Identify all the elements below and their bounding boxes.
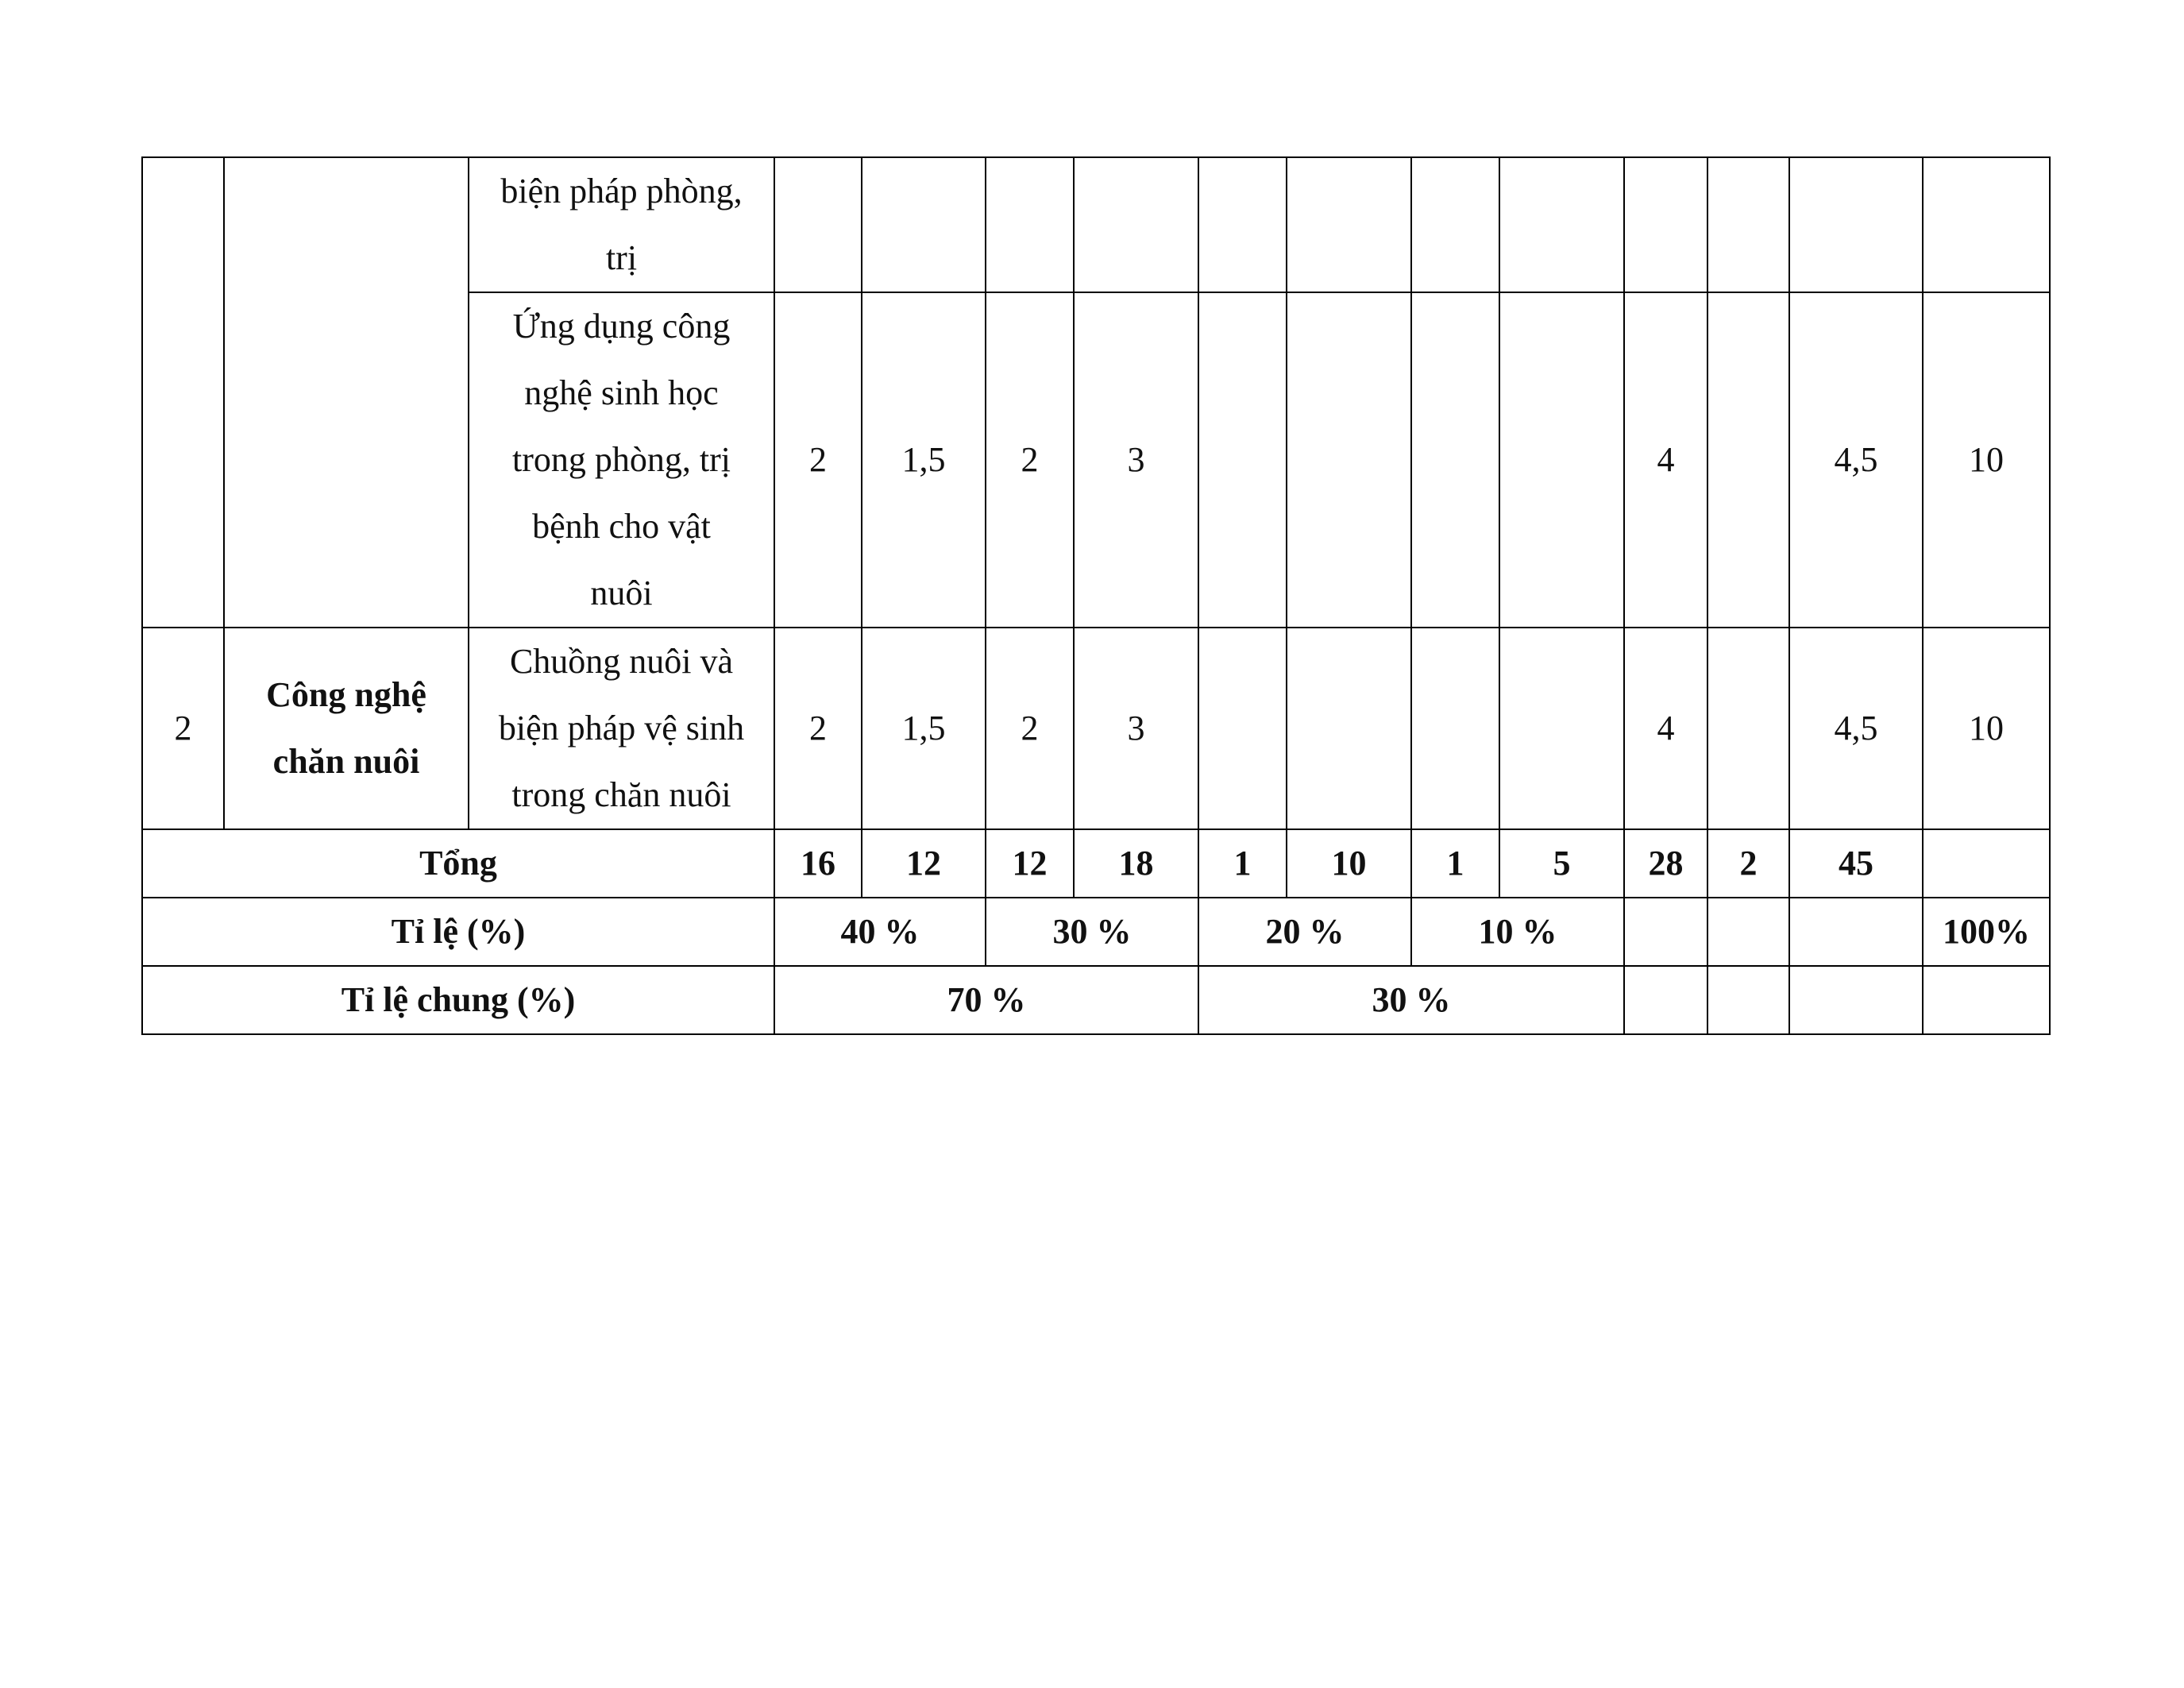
overall-ratio-value: [1923, 966, 2050, 1034]
value-cell: [1287, 628, 1411, 829]
value-cell: [1074, 157, 1198, 292]
topic-cell: [469, 157, 774, 292]
overall-ratio-value: 70 %: [774, 966, 1198, 1034]
ratio-value: 20 %: [1198, 898, 1411, 966]
topic-line: nghệ sinh học: [524, 373, 719, 412]
value-cell: [1411, 292, 1499, 628]
value-cell: [774, 157, 862, 292]
total-value: 5: [1499, 829, 1624, 898]
total-label: Tổng: [142, 829, 774, 898]
value-cell: [1499, 157, 1624, 292]
value-cell: [1499, 292, 1624, 628]
stt-cell: 2: [142, 628, 224, 829]
ratio-value: 30 %: [986, 898, 1198, 966]
total-value: [1923, 829, 2050, 898]
ratio-value: 40 %: [774, 898, 986, 966]
topic-cell: [469, 628, 774, 829]
value-cell: 1,5: [862, 292, 986, 628]
value-cell: 4,5: [1789, 292, 1923, 628]
value-cell: [1411, 157, 1499, 292]
stt-cell: [142, 157, 224, 628]
topic-line: trong chăn nuôi: [511, 775, 731, 814]
value-cell: 4,5: [1789, 628, 1923, 829]
value-cell: [1624, 157, 1707, 292]
total-value: 16: [774, 829, 862, 898]
ratio-value: 10 %: [1411, 898, 1624, 966]
value-cell: 4: [1624, 628, 1707, 829]
value-cell: [1198, 628, 1287, 829]
total-value: 12: [862, 829, 986, 898]
total-value: 1: [1198, 829, 1287, 898]
topic-line: trong phòng, trị: [512, 440, 731, 479]
topic-line: biện pháp vệ sinh: [498, 709, 745, 747]
ratio-value: [1789, 898, 1923, 966]
ratio-value: [1624, 898, 1707, 966]
overall-ratio-value: [1624, 966, 1707, 1034]
ratio-value: 100%: [1923, 898, 2050, 966]
topic-line: trị: [605, 238, 638, 277]
value-cell: 4: [1624, 292, 1707, 628]
value-cell: 2: [774, 628, 862, 829]
value-cell: [1707, 292, 1789, 628]
total-value: 28: [1624, 829, 1707, 898]
value-cell: 2: [986, 292, 1074, 628]
total-row: [142, 829, 2050, 898]
total-value: 2: [1707, 829, 1789, 898]
topic-line: biện pháp phòng,: [500, 172, 743, 211]
value-cell: [1411, 628, 1499, 829]
chapter-cell: [224, 628, 469, 829]
value-cell: [1287, 292, 1411, 628]
total-value: 10: [1287, 829, 1411, 898]
chapter-cell: [224, 157, 469, 628]
value-cell: [1789, 157, 1923, 292]
value-cell: 3: [1074, 628, 1198, 829]
topic-line: Ứng dụng công: [512, 307, 731, 346]
overall-ratio-label: Tỉ lệ chung (%): [142, 966, 774, 1034]
overall-ratio-value: [1707, 966, 1789, 1034]
value-cell: 10: [1923, 628, 2050, 829]
value-cell: 2: [774, 292, 862, 628]
chapter-line: Công nghệ: [266, 675, 426, 714]
overall-ratio-value: [1789, 966, 1923, 1034]
overall-ratio-row: [142, 966, 2050, 1034]
total-value: 1: [1411, 829, 1499, 898]
topic-line: bệnh cho vật: [532, 507, 711, 546]
table-row: [142, 628, 2050, 829]
exam-matrix-table: [141, 156, 2051, 1035]
topic-line: Chuồng nuôi và: [509, 642, 734, 681]
value-cell: [1923, 157, 2050, 292]
table-row: [142, 157, 2050, 292]
value-cell: [862, 157, 986, 292]
overall-ratio-value: 30 %: [1198, 966, 1624, 1034]
total-value: 45: [1789, 829, 1923, 898]
value-cell: [1707, 628, 1789, 829]
value-cell: 2: [986, 628, 1074, 829]
value-cell: [986, 157, 1074, 292]
value-cell: [1707, 157, 1789, 292]
total-value: 12: [986, 829, 1074, 898]
ratio-row: [142, 898, 2050, 966]
value-cell: [1499, 628, 1624, 829]
chapter-line: chăn nuôi: [272, 742, 420, 781]
value-cell: 10: [1923, 292, 2050, 628]
topic-line: nuôi: [590, 574, 653, 612]
value-cell: 3: [1074, 292, 1198, 628]
value-cell: [1198, 292, 1287, 628]
value-cell: 1,5: [862, 628, 986, 829]
ratio-label: Tỉ lệ (%): [142, 898, 774, 966]
topic-cell: [469, 292, 774, 628]
ratio-value: [1707, 898, 1789, 966]
value-cell: [1198, 157, 1287, 292]
value-cell: [1287, 157, 1411, 292]
total-value: 18: [1074, 829, 1198, 898]
